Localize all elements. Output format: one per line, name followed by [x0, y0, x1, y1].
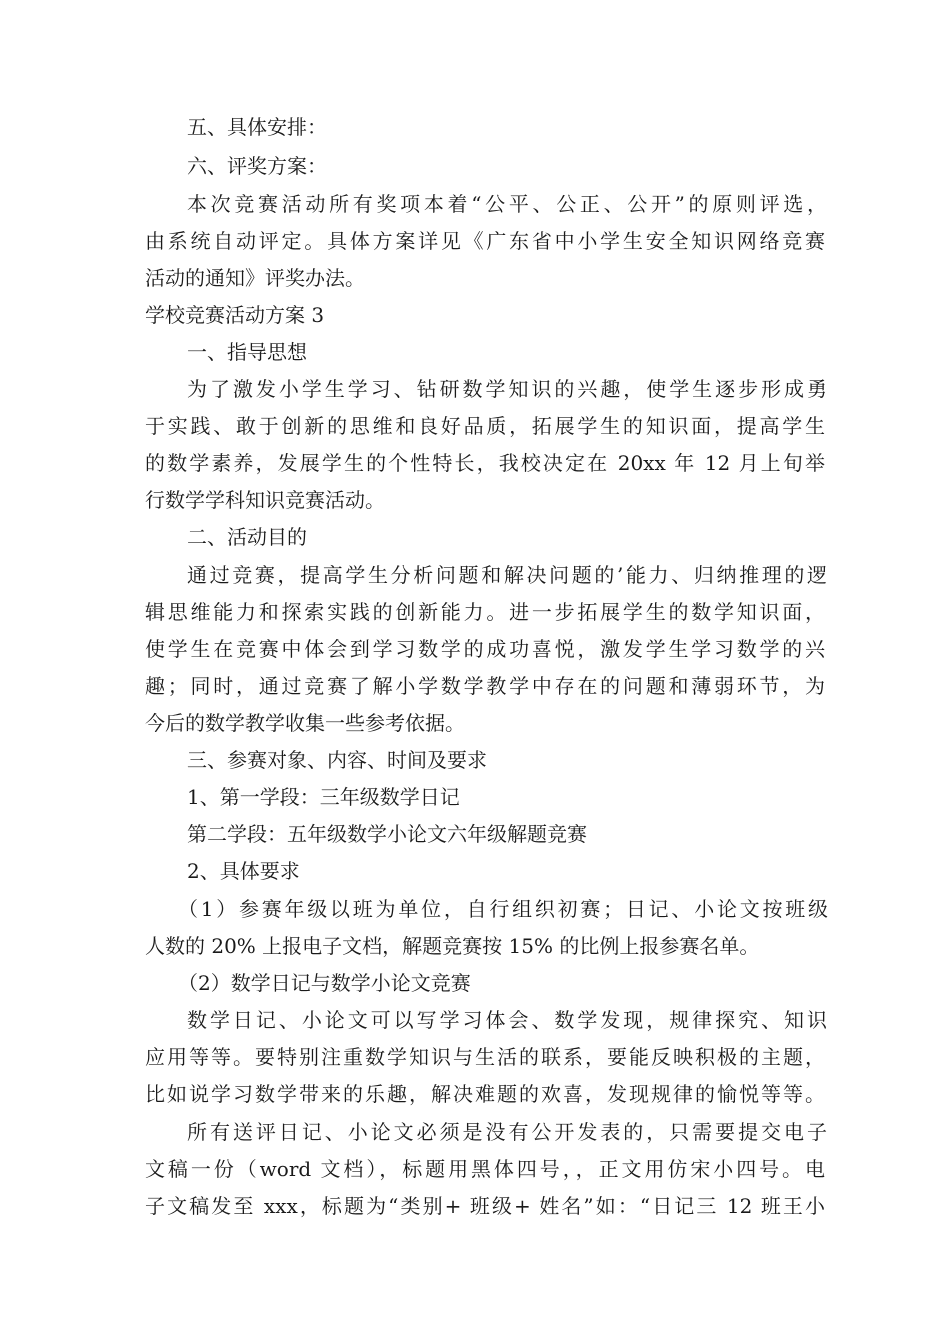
- paragraph-line: 子文稿发至 xxx，标题为“类别+ 班级+ 姓名”如：“日记三 12 班王小: [145, 1194, 825, 1218]
- paragraph-line: 的数学素养，发展学生的个性特长，我校决定在 20xx 年 12 月上旬举: [145, 451, 825, 475]
- paragraph-line: 应用等等。要特别注重数学知识与生活的联系，要能反映积极的主题，: [145, 1045, 825, 1069]
- list-item: 1、第一学段：三年级数学日记: [187, 785, 460, 809]
- paragraph-line: （1）参赛年级以班为单位，自行组织初赛；日记、小论文按班级: [178, 897, 828, 921]
- paragraph-line: 数学日记、小论文可以写学习体会、数学发现，规律探究、知识: [187, 1008, 827, 1032]
- paragraph-line: 行数学学科知识竞赛活动。: [145, 488, 385, 512]
- paragraph-line: 使学生在竞赛中体会到学习数学的成功喜悦，激发学生学习数学的兴: [145, 637, 825, 661]
- section-heading: 一、指导思想: [187, 340, 307, 364]
- paragraph-line: 人数的 20% 上报电子文档，解题竞赛按 15% 的比例上报参赛名单。: [145, 934, 760, 958]
- section-5-heading: 五、具体安排：: [187, 115, 327, 139]
- document-subtitle: 学校竞赛活动方案 3: [145, 303, 325, 327]
- paragraph-line: 由系统自动评定。具体方案详见《广东省中小学生安全知识网络竞赛: [145, 229, 825, 253]
- paragraph-line: 辑思维能力和探索实践的创新能力。进一步拓展学生的数学知识面，: [145, 600, 825, 624]
- paragraph-line: 所有送评日记、小论文必须是没有公开发表的，只需要提交电子: [187, 1120, 827, 1144]
- paragraph-line: 通过竞赛，提高学生分析问题和解决问题的’能力、归纳推理的逻: [187, 563, 827, 587]
- list-item: 第二学段：五年级数学小论文六年级解题竞赛: [187, 822, 587, 846]
- paragraph-line: 活动的通知》评奖办法。: [145, 266, 365, 290]
- list-item: 2、具体要求: [187, 859, 300, 883]
- list-item: （2）数学日记与数学小论文竞赛: [178, 971, 471, 995]
- paragraph-line: 今后的数学教学收集一些参考依据。: [145, 711, 465, 735]
- paragraph-line: 为了激发小学生学习、钻研数学知识的兴趣，使学生逐步形成勇: [187, 377, 827, 401]
- section-heading: 二、活动目的: [187, 525, 307, 549]
- paragraph-line: 比如说学习数学带来的乐趣，解决难题的欢喜，发现规律的愉悦等等。: [145, 1082, 825, 1106]
- paragraph-line: 于实践、敢于创新的思维和良好品质，拓展学生的知识面，提高学生: [145, 414, 825, 438]
- section-6-heading: 六、评奖方案：: [187, 154, 327, 178]
- paragraph-line: 文稿一份（word 文档），标题用黑体四号，，正文用仿宋小四号。电: [145, 1157, 825, 1181]
- paragraph-line: 本次竞赛活动所有奖项本着“公平、公正、公开”的原则评选，: [187, 192, 827, 216]
- section-heading: 三、参赛对象、内容、时间及要求: [187, 748, 487, 772]
- paragraph-line: 趣；同时，通过竞赛了解小学数学教学中存在的问题和薄弱环节，为: [145, 674, 825, 698]
